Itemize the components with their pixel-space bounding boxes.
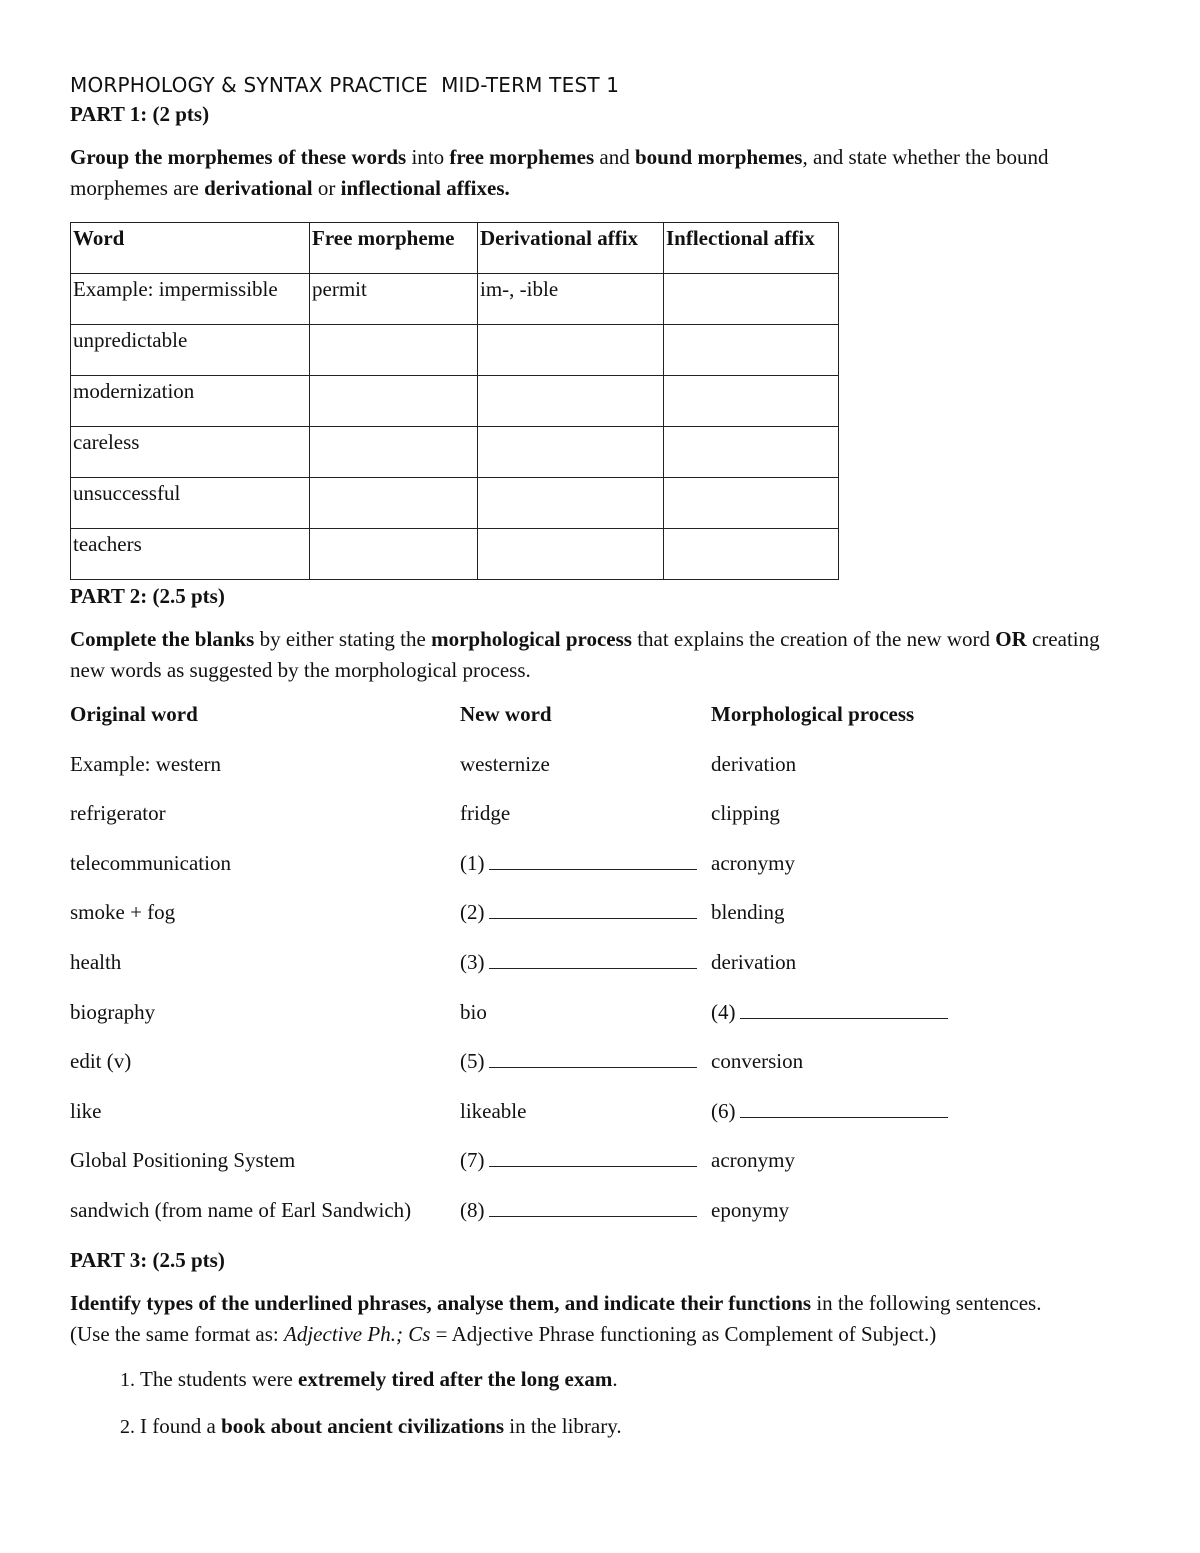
morphological-process: derivation <box>711 949 797 974</box>
table-header-row <box>71 223 839 274</box>
new-word: likeable <box>460 1098 527 1123</box>
cell-derivational-affix[interactable] <box>478 325 664 376</box>
cell-derivational-affix[interactable] <box>478 376 664 427</box>
answer-blank[interactable] <box>489 851 697 870</box>
blank-number: (8) <box>460 1197 485 1222</box>
blank-number: (7) <box>460 1148 485 1173</box>
process-row <box>70 849 1130 899</box>
cell-free-morpheme[interactable] <box>310 529 478 580</box>
instr-bold: Group the morphemes of these words <box>70 145 407 169</box>
cell-word: teachers <box>71 529 310 580</box>
cell-free-morpheme[interactable] <box>310 376 478 427</box>
header-word: Word <box>71 223 310 274</box>
header-derivational-affix: Derivational affix <box>478 223 664 274</box>
spacer <box>70 610 1130 624</box>
instr-bold: OR <box>995 627 1027 651</box>
list-item <box>140 1364 1130 1394</box>
process-row <box>70 799 1130 849</box>
format-italic: Adjective Ph.; Cs <box>284 1321 431 1346</box>
header-original-word: Original word <box>70 702 198 726</box>
process-list <box>70 700 1130 1246</box>
answer-blank[interactable] <box>489 1148 697 1167</box>
process-row <box>70 1196 1130 1246</box>
instr-bold: morphological process <box>431 627 632 651</box>
process-row <box>70 998 1130 1048</box>
new-word: fridge <box>460 801 511 826</box>
answer-blank[interactable] <box>489 1049 697 1068</box>
morphological-process: eponymy <box>711 1197 790 1222</box>
morphological-process: acronymy <box>711 850 795 875</box>
original-word: sandwich (from name of Earl Sandwich) <box>70 1197 412 1222</box>
document-title: MORPHOLOGY & SYNTAX PRACTICE MID-TERM TEST 1 <box>70 73 620 97</box>
instr-bold: inflectional affixes. <box>340 176 510 200</box>
cell-derivational-affix[interactable] <box>478 529 664 580</box>
table-row <box>71 274 839 325</box>
process-row <box>70 948 1130 998</box>
new-word: westernize <box>460 751 550 776</box>
original-word: Global Positioning System <box>70 1148 296 1173</box>
cell-word: unsuccessful <box>71 478 310 529</box>
document-page <box>70 70 1130 1458</box>
sentence-text: The students were <box>140 1366 299 1391</box>
morphological-process: clipping <box>711 801 780 826</box>
underlined-phrase: book about ancient civilizations <box>221 1413 505 1438</box>
cell-free-morpheme[interactable] <box>310 478 478 529</box>
original-word: smoke + fog <box>70 900 176 925</box>
answer-blank[interactable] <box>489 1198 697 1217</box>
answer-blank[interactable] <box>489 950 697 969</box>
cell-word: careless <box>71 427 310 478</box>
morphological-process: conversion <box>711 1049 804 1074</box>
sentence-text: in the library. <box>504 1413 622 1438</box>
original-word: edit (v) <box>70 1049 132 1074</box>
process-row <box>70 750 1130 800</box>
spacer <box>70 128 1130 142</box>
original-word: Example: western <box>70 751 222 776</box>
header-inflectional-affix: Inflectional affix <box>664 223 839 274</box>
list-item <box>140 1411 1130 1441</box>
process-row <box>70 1146 1130 1196</box>
part2-heading: PART 2: (2.5 pts) <box>70 584 225 608</box>
answer-blank[interactable] <box>740 1099 948 1118</box>
part1-instructions <box>70 142 1130 204</box>
morphological-process: blending <box>711 900 785 925</box>
process-row <box>70 898 1130 948</box>
instr-text: into <box>406 145 450 169</box>
original-word: health <box>70 949 122 974</box>
spacer <box>70 1274 1130 1288</box>
part3-format-note <box>70 1319 1130 1350</box>
process-blank[interactable] <box>711 1097 1011 1125</box>
new-word-blank[interactable] <box>460 1146 711 1174</box>
answer-blank[interactable] <box>489 900 697 919</box>
cell-derivational-affix: im-, -ible <box>478 274 664 325</box>
new-word-blank[interactable] <box>460 1196 711 1224</box>
table-row <box>71 376 839 427</box>
blank-number: (3) <box>460 949 485 974</box>
cell-inflectional-affix[interactable] <box>664 478 839 529</box>
morpheme-table <box>70 222 839 580</box>
instr-bold: Identify types of the underlined phrases, analyse them, and indicate their functions <box>70 1290 812 1315</box>
sentence-text: . <box>612 1366 618 1391</box>
format-text: (Use the same format as: <box>70 1321 285 1346</box>
instr-text: or <box>312 176 341 200</box>
table-row <box>71 325 839 376</box>
process-blank[interactable] <box>711 998 1011 1026</box>
cell-word: Example: impermissible <box>71 274 310 325</box>
new-word: bio <box>460 999 487 1024</box>
instr-bold: free morphemes <box>449 145 595 169</box>
cell-word: modernization <box>71 376 310 427</box>
new-word-blank[interactable] <box>460 849 711 877</box>
instr-bold: derivational <box>204 176 313 200</box>
table-row <box>71 529 839 580</box>
header-new-word: New word <box>460 702 552 726</box>
part2-instructions <box>70 624 1130 686</box>
instr-text: that explains the creation of the new word <box>631 627 996 651</box>
new-word-blank[interactable] <box>460 1047 711 1075</box>
morphological-process: acronymy <box>711 1148 795 1173</box>
table-row <box>71 478 839 529</box>
answer-blank[interactable] <box>740 1000 948 1019</box>
process-row <box>70 1097 1130 1147</box>
sentence-list <box>70 1364 1130 1441</box>
cell-free-morpheme[interactable] <box>310 325 478 376</box>
cell-inflectional-affix[interactable] <box>664 529 839 580</box>
underlined-phrase: extremely tired after the long exam <box>298 1366 613 1391</box>
cell-inflectional-affix[interactable] <box>664 325 839 376</box>
instr-text: in the following sentences. <box>811 1290 1042 1315</box>
instr-bold: Complete the blanks <box>70 627 255 651</box>
format-text: = Adjective Phrase functioning as Complement of Subject.) <box>430 1321 937 1346</box>
part1-heading: PART 1: (2 pts) <box>70 102 210 126</box>
instr-text: and <box>594 145 635 169</box>
instr-bold: bound morphemes <box>635 145 803 169</box>
original-word: telecommunication <box>70 850 231 875</box>
cell-free-morpheme: permit <box>310 274 478 325</box>
blank-number: (5) <box>460 1049 485 1074</box>
table-row <box>71 427 839 478</box>
blank-number: (6) <box>711 1098 736 1123</box>
new-word-blank[interactable] <box>460 948 711 976</box>
cell-derivational-affix[interactable] <box>478 427 664 478</box>
cell-word: unpredictable <box>71 325 310 376</box>
process-row <box>70 1047 1130 1097</box>
blank-number: (1) <box>460 850 485 875</box>
original-word: biography <box>70 999 156 1024</box>
cell-inflectional-affix[interactable] <box>664 274 839 325</box>
header-free-morpheme: Free morpheme <box>310 223 478 274</box>
part3-heading: PART 3: (2.5 pts) <box>70 1247 225 1272</box>
part3-instructions <box>70 1288 1130 1319</box>
instr-text: creating new words as suggested by the morphological process. <box>70 627 1100 682</box>
cell-inflectional-affix[interactable] <box>664 427 839 478</box>
original-word: like <box>70 1098 102 1123</box>
instr-text: by either stating the <box>254 627 432 651</box>
cell-inflectional-affix[interactable] <box>664 376 839 427</box>
header-morphological-process: Morphological process <box>711 702 915 726</box>
cell-derivational-affix[interactable] <box>478 478 664 529</box>
blank-number: (2) <box>460 900 485 925</box>
morphological-process: derivation <box>711 751 797 776</box>
original-word: refrigerator <box>70 801 166 826</box>
instr-text: , and state whether the bound morphemes are <box>70 145 1049 200</box>
new-word-blank[interactable] <box>460 898 711 926</box>
blank-number: (4) <box>711 999 736 1024</box>
process-header-row <box>70 700 1130 750</box>
cell-free-morpheme[interactable] <box>310 427 478 478</box>
sentence-text: I found a <box>140 1413 222 1438</box>
